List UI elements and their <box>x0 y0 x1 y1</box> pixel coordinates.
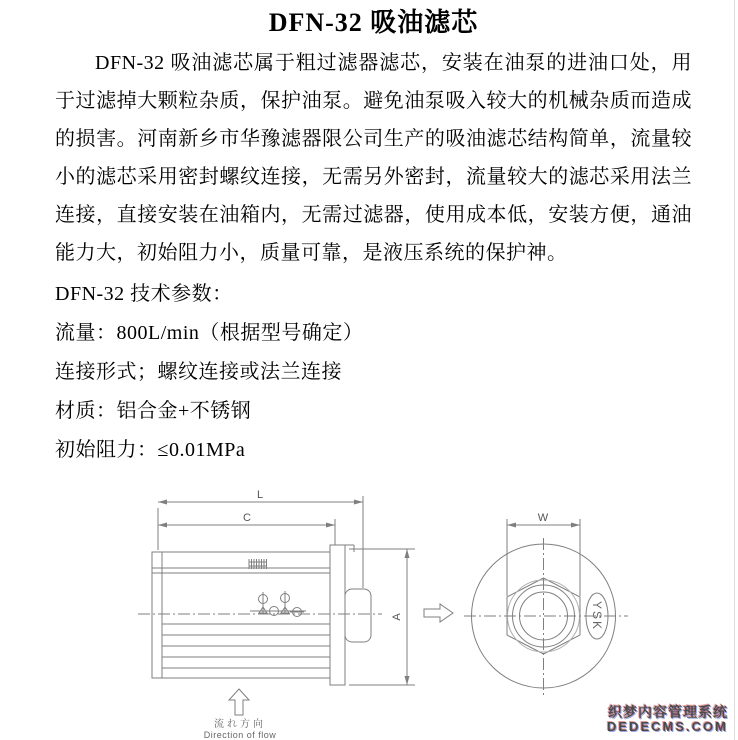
dim-C-label: C <box>243 512 251 524</box>
spec-flow-rate: 流量：800L/min（根据型号确定） <box>55 322 364 344</box>
dim-L-label: L <box>256 489 264 501</box>
intro-paragraph: DFN-32 吸油滤芯属于粗过滤器滤芯，安装在油泵的进油口处，用于过滤掉大颗粒杂质，保护油泵。避免油泵吸入较大的机械杂质而造成的损害。河南新乡市华豫滤器限公司生产的吸油滤芯结构简单，流量较小的滤芯采用密封螺纹连接，无需另外密封，流量较大的滤芯采用法兰连接，直接安装在油箱内，无需过滤器，使用成本低，安装方便，通油能力大，初始阻力小，质量可靠，是液压系统的保护神。 <box>55 52 692 264</box>
dimension-L <box>158 496 363 588</box>
filter-side-view <box>152 552 330 678</box>
flow-arrow-up-icon <box>229 689 249 715</box>
cms-watermark <box>607 705 728 734</box>
brand-mark-label: YSK <box>590 600 604 632</box>
spec-material: 材质：铝合金+不锈钢 <box>55 400 252 422</box>
dim-W-label: W <box>537 512 549 524</box>
dim-A-label: A <box>391 613 403 621</box>
watermark-line2: DEDECMS.COM <box>607 719 728 734</box>
spec-list <box>55 275 692 470</box>
dimension-A <box>349 549 415 685</box>
weld-symbols <box>250 591 306 617</box>
flow-arrow-right-icon <box>424 604 453 622</box>
watermark-line1: 织梦内容管理系统 <box>608 704 728 720</box>
flow-direction-label-en: Direction of flow <box>203 730 277 740</box>
technical-drawing <box>0 482 738 740</box>
spec-connection: 连接形式；螺纹连接或法兰连接 <box>55 361 342 383</box>
spec-init-pressure: 初始阻力：≤0.01MPa <box>55 439 246 461</box>
page-title: DFN-32 吸油滤芯 <box>268 8 479 37</box>
flow-direction-label-jp: 流れ方向 <box>214 719 266 730</box>
end-flange <box>330 545 371 685</box>
spec-heading: DFN-32 技术参数： <box>55 283 233 305</box>
